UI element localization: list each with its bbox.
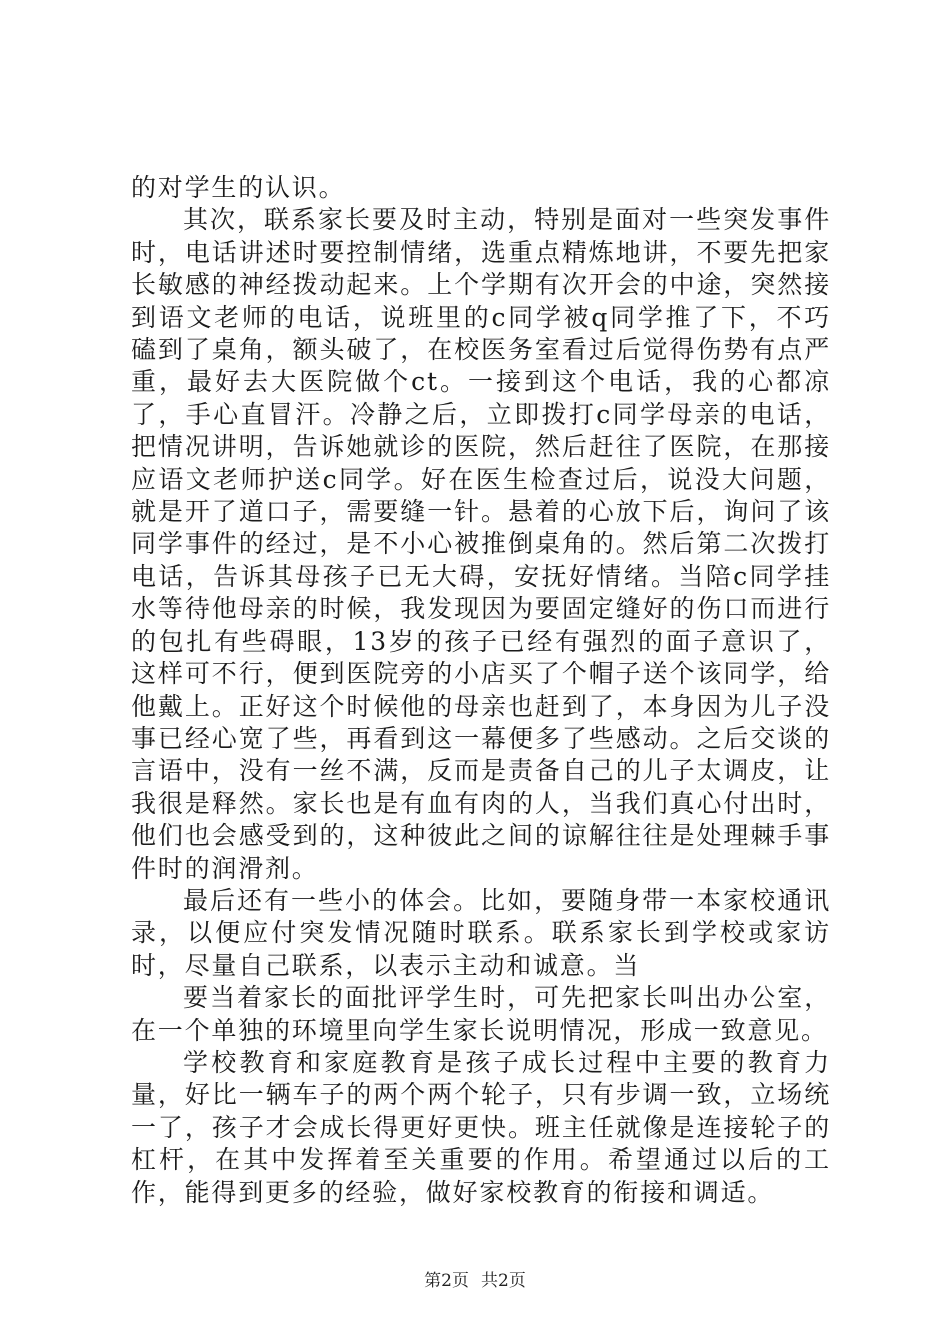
paragraph-5: 学校教育和家庭教育是孩子成长过程中主要的教育力量，好比一辆车子的两个两个轮子，只有步调一致，立场统一了，孩子才会成长得更好更快。班主任就像是连接轮子的杠杆，在其中发挥着至关重要的作用。希望通过以后的工作，能得到更多的经验，做好家校教育的衔接和调适。 bbox=[131, 1047, 831, 1207]
paragraph-2: 其次，联系家长要及时主动，特别是面对一些突发事件时，电话讲述时要控制情绪，选重点精炼地讲，不要先把家长敏感的神经拨动起来。上个学期有次开会的中途，突然接到语文老师的电话，说班里的c同学被q同学推了下，不巧磕到了桌角，额头破了，在校医务室看过后觉得伤势有点严重，最好去大医院做个ct。一接到这个电话，我的心都凉了，手心直冒汗。冷静之后，立即拨打c同学母亲的电话，把情况讲明，告诉她就诊的医院，然后赶往了医院，在那接应语文老师护送c同学。好在医生检查过后，说没大问题，就是开了道口子，需要缝一针。悬着的心放下后，询问了该同学事件的经过，是不小心被推倒桌角的。然后第二次拨打电话，告诉其母孩子已无大碍，安抚好情绪。当陪c同学挂水等待他母亲的时候，我发现因为要固定缝好的伤口而进行的包扎有些碍眼，13岁的孩子已经有强烈的面子意识了，这样可不行，便到医院旁的小店买了个帽子送个该同学，给他戴上。正好这个时候他的母亲也赶到了，本身因为儿子没事已经心宽了些，再看到这一幕便多了些感动。之后交谈的言语中，没有一丝不满，反而是责备自己的儿子太调皮，让我很是释然。家长也是有血有肉的人，当我们真心付出时，他们也会感受到的，这种彼此之间的谅解往往是处理棘手事件时的润滑剂。 bbox=[131, 205, 831, 883]
document-body bbox=[131, 172, 831, 1209]
paragraph-1: 的对学生的认识。 bbox=[131, 173, 346, 202]
page-number-current: 第2页 bbox=[424, 1271, 469, 1291]
paragraph-3: 最后还有一些小的体会。比如，要随身带一本家校通讯录，以便应付突发情况随时联系。联系家长到学校或家访时，尽量自己联系，以表示主动和诚意。当 bbox=[131, 885, 831, 980]
page-footer bbox=[0, 1270, 950, 1292]
paragraph-4: 要当着家长的面批评学生时，可先把家长叫出办公室，在一个单独的环境里向学生家长说明情况，形成一致意见。 bbox=[131, 983, 831, 1045]
page-number-total: 共2页 bbox=[481, 1271, 526, 1291]
